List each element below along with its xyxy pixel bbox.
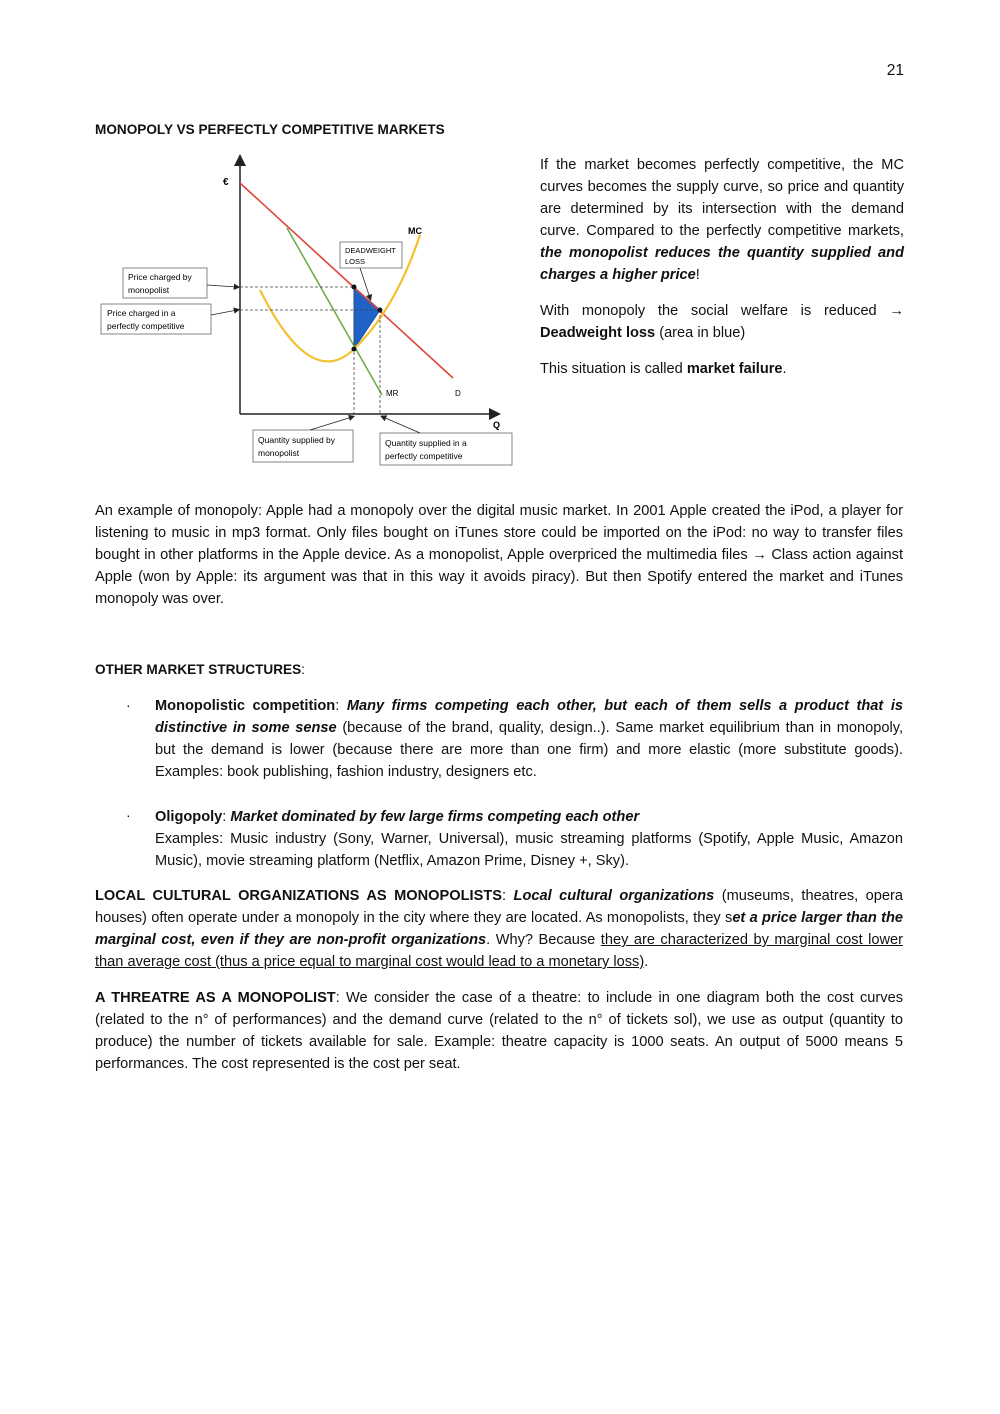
qty-mono-label-2: monopolist (258, 448, 300, 458)
para-welfare: With monopoly the social welfare is reduced → Deadweight loss (area in blue) (540, 303, 904, 341)
price-comp-label-2: perfectly competitive (107, 321, 185, 331)
deadweight-label-2: LOSS (345, 257, 366, 266)
y-axis-label: € (223, 177, 229, 188)
price-comp-label-1: Price charged in a (107, 308, 176, 318)
demand-curve (240, 183, 453, 378)
price-mono-label-2: monopolist (128, 285, 170, 295)
list-item-monopolistic: Monopolistic competition: Many firms competing each other, but each of them sells a product that is distinctive in some sense (because of the brand, quality, design..). Same market equilibrium than in monopoly, but the demand is lower (because there are more than one firm) and more elastic (more substitute goods). Examples: book publishing, fashion industry, designers etc. (155, 698, 903, 780)
qty-comp-label-2: perfectly competitive (385, 451, 463, 461)
d-label: D (455, 389, 461, 398)
mc-label: MC (408, 226, 422, 236)
deadweight-label-1: DEADWEIGHT (345, 246, 396, 255)
qty-comp-label-1: Quantity supplied in a (385, 438, 467, 448)
bullet-1: · (126, 697, 131, 713)
x-axis-label: Q (493, 420, 501, 430)
qty-mono-label-1: Quantity supplied by (258, 435, 336, 445)
mr-label: MR (386, 389, 399, 398)
list-item-oligopoly: Oligopoly: Market dominated by few large firms competing each other Examples: Music industry (Sony, Warner, Universal), music streaming platforms (Spotify, Apple Music, Amazon Music), movie streaming platform (Netflix, Amazon Prime, Disney +, Sky). (155, 809, 903, 869)
theatre-monopolist: A THREATRE AS A MONOPOLIST: We consider the case of a theatre: to include in one diagram both the cost curves (related to the n° of performances) and the demand curve (related to the n° of tickets sol), we use as output (quantity to produce) the number of tickets available for sale. Example: theatre capacity is 1000 seats. An output of 5000 means 5 performances. The cost represented is the cost per seat. (95, 990, 903, 1072)
deadweight-area (354, 287, 380, 349)
local-cultural-organizations: LOCAL CULTURAL ORGANIZATIONS AS MONOPOLISTS: Local cultural organizations (museums, theatres, opera houses) often operate under a monopoly in the city where they are located. As monopolists, they set a price larger than the marginal cost, even if they are non-profit organizations. Why? Because they are characterized by marginal cost lower than average cost (thus a price equal to marginal cost would lead to a monetary loss). (95, 888, 904, 970)
monopoly-explanation (540, 154, 904, 394)
price-mono-label-1: Price charged by (128, 272, 192, 282)
para-competitive: If the market becomes perfectly competitive, the MC curves becomes the supply curve, so price and quantity are determined by its intersection with the demand curve. Compared to the perfectly competitive markets, the monopolist reduces the quantity supplied and charges a higher price! (540, 157, 904, 283)
para-market-failure: This situation is called market failure. (540, 361, 787, 377)
monopoly-diagram (95, 150, 525, 470)
section-heading-monopoly: MONOPOLY VS PERFECTLY COMPETITIVE MARKETS (95, 122, 445, 137)
section-heading-other-structures: OTHER MARKET STRUCTURES: (95, 662, 305, 677)
bullet-2: · (126, 807, 131, 823)
page-number: 21 (886, 62, 904, 79)
apple-example: An example of monopoly: Apple had a monopoly over the digital music market. In 2001 Apple created the iPod, a player for listening to music in mp3 format. Only files bought on iTunes store could be imported on the iPod: no way to transfer files bought in other platforms in the Apple device. As a monopolist, Apple overpriced the multimedia files → Class action against Apple (won by Apple: its argument was that in this way it avoids piracy). But then Spotify entered the market and iTunes monopoly was over. (95, 503, 903, 607)
